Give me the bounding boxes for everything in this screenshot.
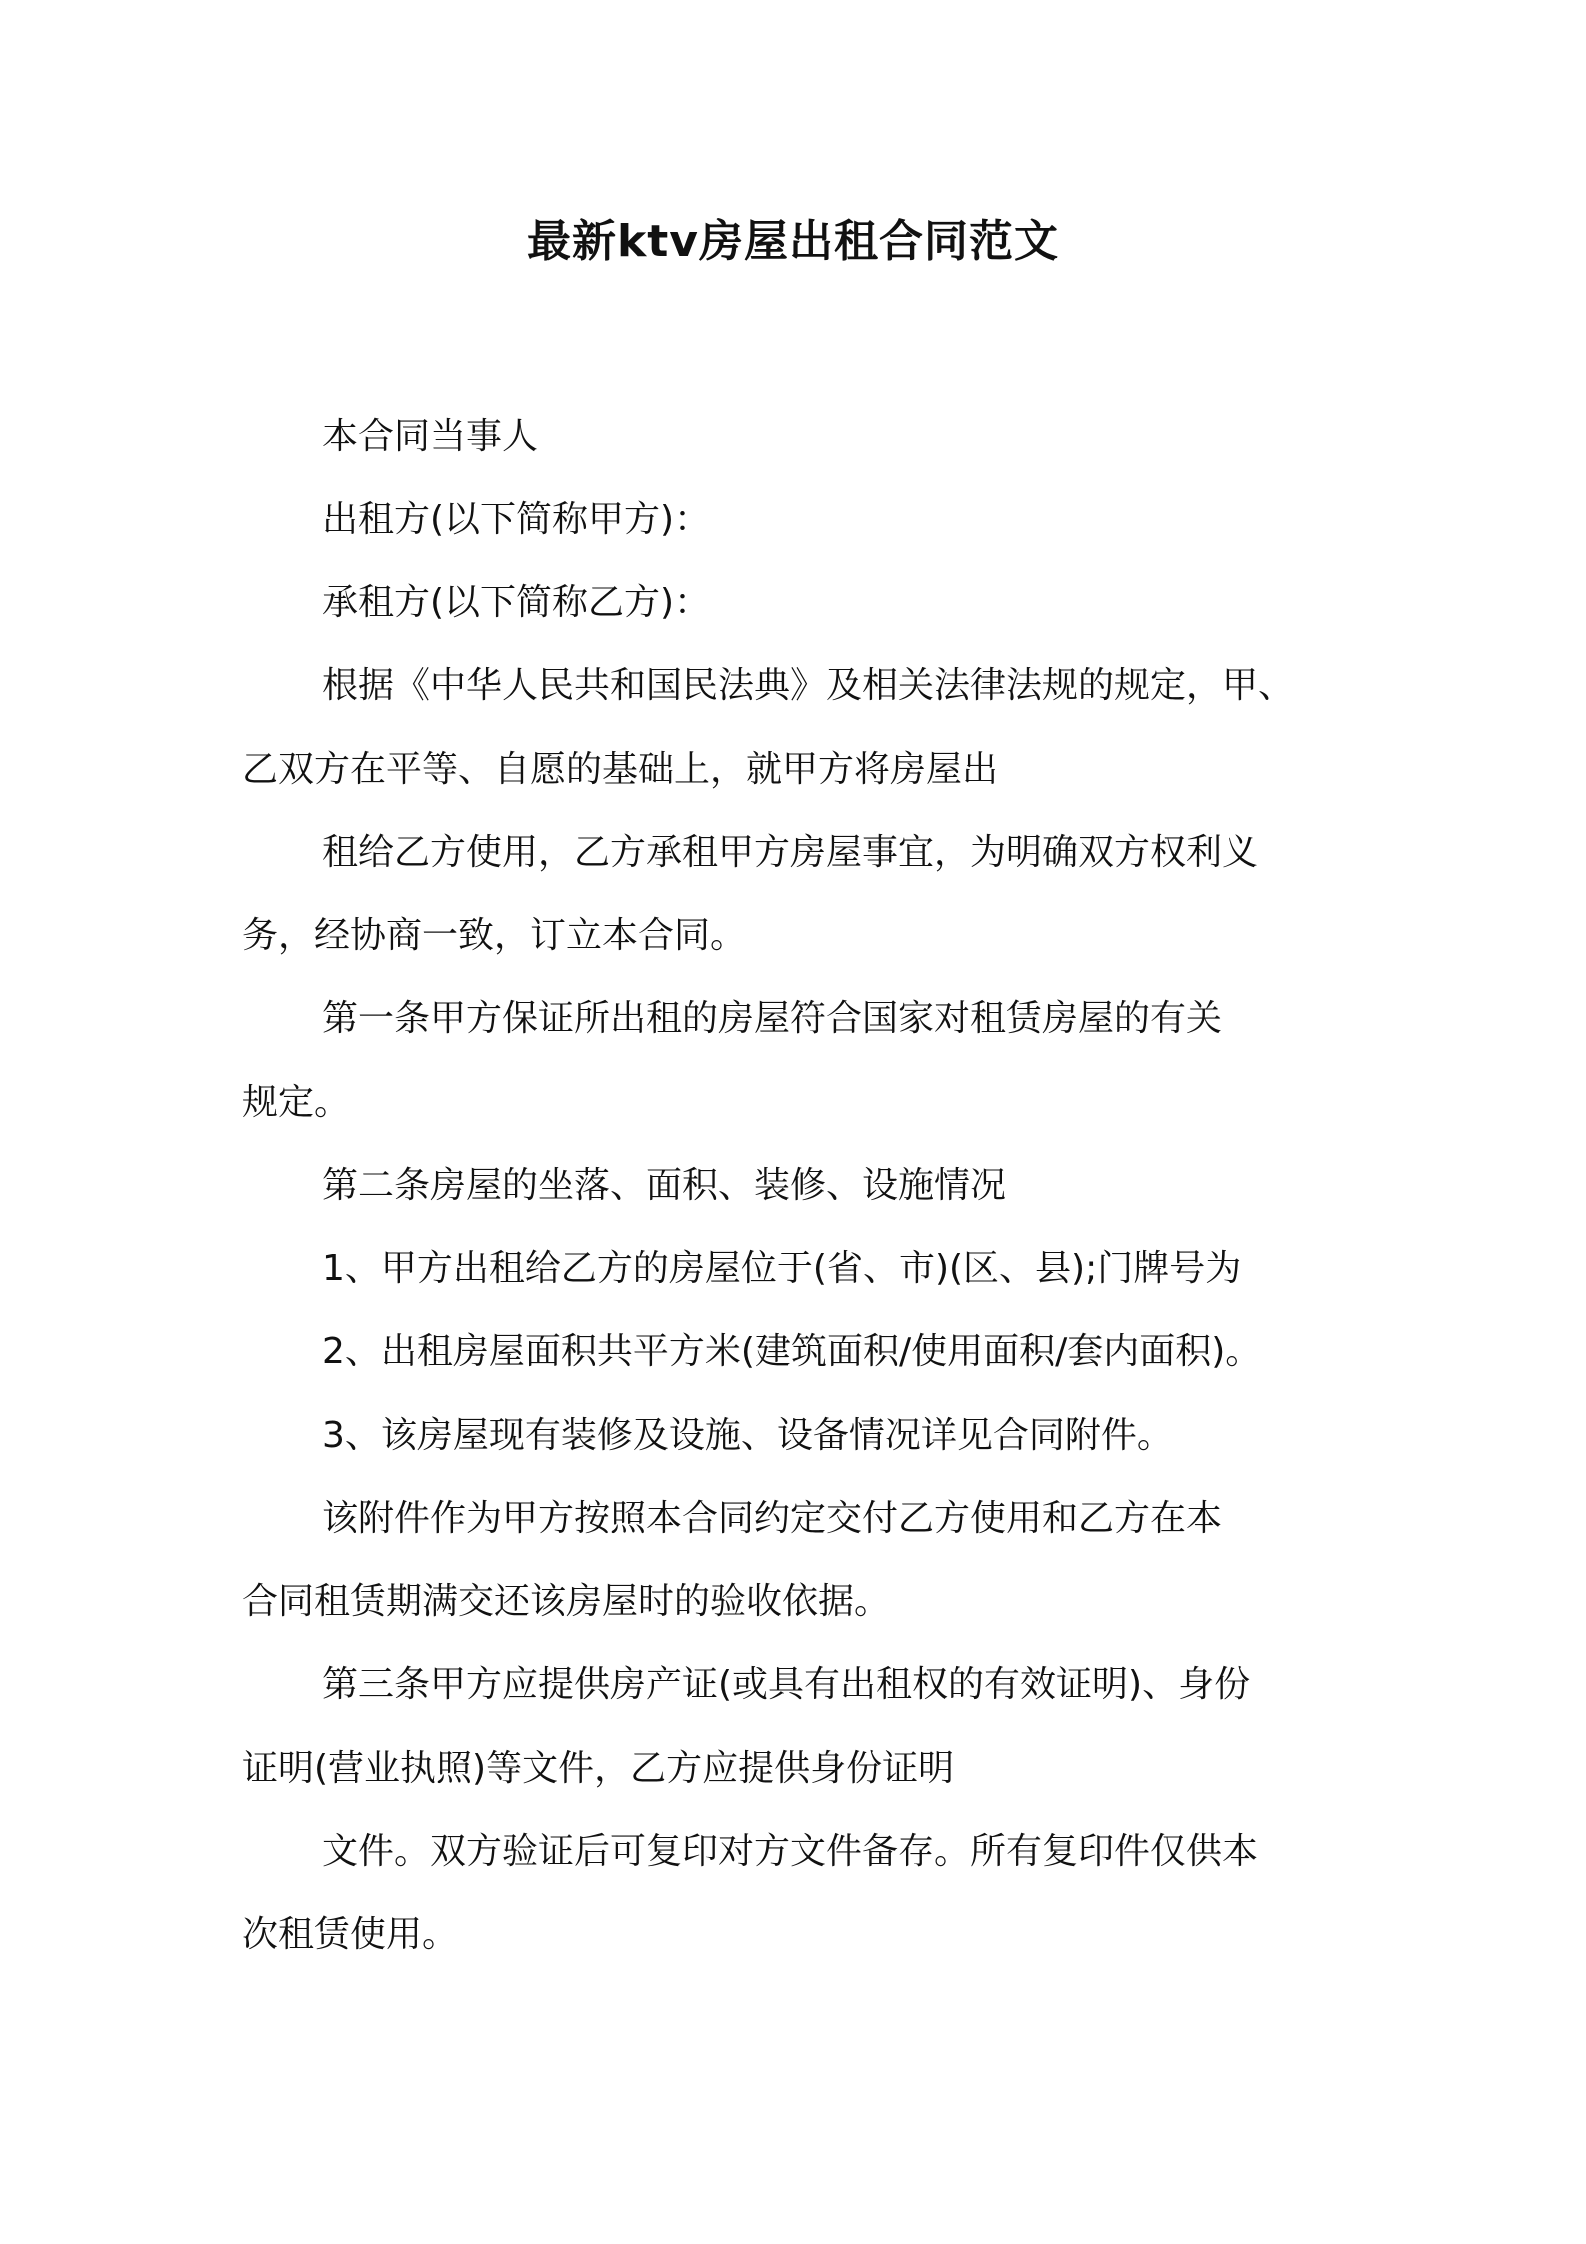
- paragraph-line: 证明(营业执照)等文件，乙方应提供身份证明: [242, 1748, 955, 1789]
- paragraph-line: 次租赁使用。: [242, 1914, 459, 1955]
- paragraph-line: 承租方(以下简称乙方)：: [322, 582, 711, 623]
- paragraph-line: 2、出租房屋面积共平方米(建筑面积/使用面积/套内面积)。: [322, 1331, 1262, 1372]
- paragraph-line: 务，经协商一致，订立本合同。: [242, 915, 747, 956]
- document-title: 最新ktv房屋出租合同范文: [527, 216, 1059, 267]
- paragraph-line: 乙双方在平等、自愿的基础上，就甲方将房屋出: [242, 749, 999, 790]
- paragraph-line: 3、该房屋现有装修及设施、设备情况详见合同附件。: [322, 1415, 1173, 1456]
- paragraph-line: 本合同当事人: [322, 416, 539, 457]
- paragraph-line: 根据《中华人民共和国民法典》及相关法律法规的规定，甲、: [322, 665, 1295, 706]
- paragraph-line: 出租方(以下简称甲方)：: [322, 499, 711, 540]
- paragraph-line: 第三条甲方应提供房产证(或具有出租权的有效证明)、身份: [322, 1664, 1251, 1705]
- paragraph-line: 规定。: [242, 1082, 351, 1123]
- paragraph-line: 租给乙方使用，乙方承租甲方房屋事宜，为明确双方权利义: [322, 832, 1259, 873]
- paragraph-line: 第二条房屋的坐落、面积、装修、设施情况: [322, 1165, 1007, 1206]
- paragraph-line: 该附件作为甲方按照本合同约定交付乙方使用和乙方在本: [322, 1498, 1223, 1539]
- paragraph-line: 合同租赁期满交还该房屋时的验收依据。: [242, 1581, 891, 1622]
- paragraph-line: 1、甲方出租给乙方的房屋位于(省、市)(区、县);门牌号为: [322, 1248, 1242, 1289]
- paragraph-line: 第一条甲方保证所出租的房屋符合国家对租赁房屋的有关: [322, 998, 1223, 1039]
- paragraph-line: 文件。双方验证后可复印对方文件备存。所有复印件仅供本: [322, 1831, 1259, 1872]
